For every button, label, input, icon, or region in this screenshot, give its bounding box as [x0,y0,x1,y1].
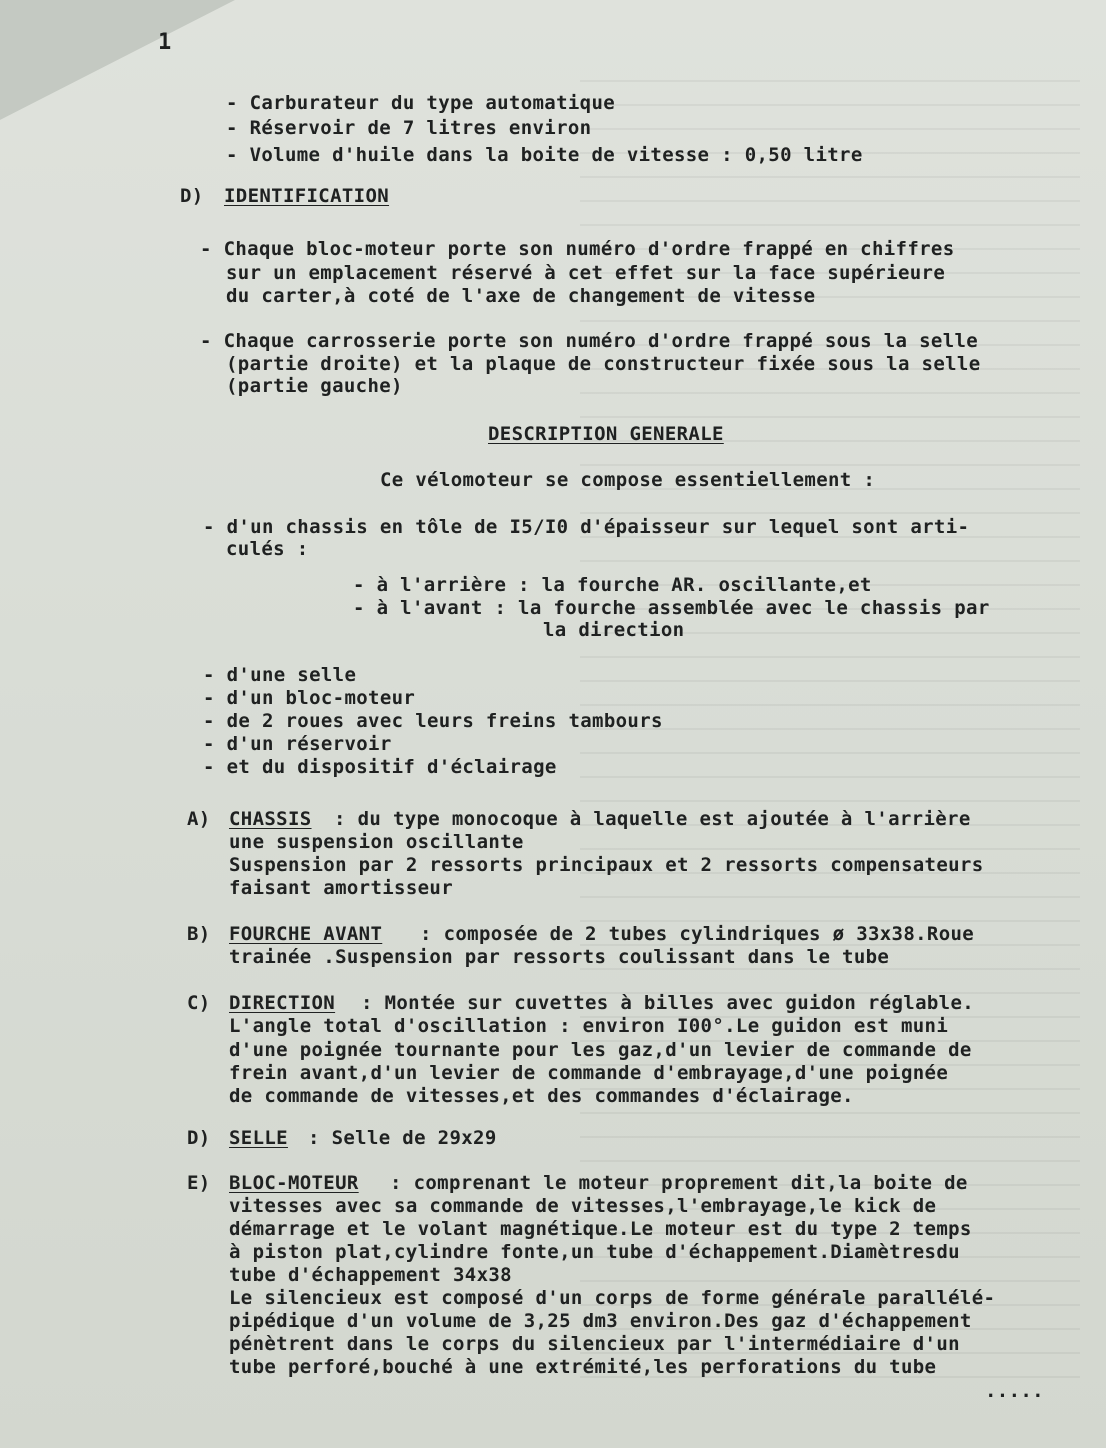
component-item: - et du dispositif d'éclairage [203,756,557,778]
section-letter: E) [187,1172,211,1194]
text-line: : Montée sur cuvettes à billes avec guidon réglable. [361,992,975,1014]
text-line: (partie droite) et la plaque de constructeur fixée sous la selle [226,353,981,375]
section-letter: D) [187,1127,211,1149]
text-line: d'une poignée tournante pour les gaz,d'un levier de commande de [229,1039,972,1061]
spec-line: - Volume d'huile dans la boite de vitesse : 0,50 litre [226,144,863,166]
section-letter: C) [187,992,211,1014]
text-line: de commande de vitesses,et des commandes d'éclairage. [229,1085,854,1107]
section-heading-identification: IDENTIFICATION [224,185,390,207]
spec-line: - Carburateur du type automatique [226,92,616,114]
text-line: : comprenant le moteur proprement dit,la boite de [390,1172,968,1194]
description-heading: DESCRIPTION GENERALE [488,423,724,445]
component-item: - d'un réservoir [203,733,392,755]
description-intro: Ce vélomoteur se compose essentiellement : [380,469,876,491]
text-line: frein avant,d'un levier de commande d'embrayage,d'une poignée [229,1062,949,1084]
text-line: Suspension par 2 ressorts principaux et 2 ressorts compensateurs [229,854,984,876]
text-line: : du type monocoque à laquelle est ajoutée à l'arrière [334,808,971,830]
text-line: tube d'échappement 34x38 [229,1264,512,1286]
section-heading-direction: DIRECTION [229,992,336,1014]
continuation-dots: ..... [985,1380,1044,1402]
text-line: démarrage et le volant magnétique.Le moteur est du type 2 temps [229,1218,972,1240]
text-line: (partie gauche) [226,375,403,397]
section-letter: B) [187,923,211,945]
text-line: - d'un chassis en tôle de I5/I0 d'épaisseur sur lequel sont arti- [203,516,970,538]
section-heading-chassis: CHASSIS [229,808,312,830]
text-line: tube perforé,bouché à une extrémité,les perforations du tube [229,1356,937,1378]
text-line: - Chaque bloc-moteur porte son numéro d'ordre frappé en chiffres [200,238,955,260]
component-item: - de 2 roues avec leurs freins tambours [203,710,663,732]
text-line: sur un emplacement réservé à cet effet sur la face supérieure [226,262,946,284]
sub-item: la direction [543,619,685,641]
section-heading-bloc-moteur: BLOC-MOTEUR [229,1172,359,1194]
text-line: pénètrent dans le corps du silencieux par l'intermédiaire d'un [229,1333,960,1355]
text-line: à piston plat,cylindre fonte,un tube d'échappement.Diamètresdu [229,1241,960,1263]
text-line: trainée .Suspension par ressorts coulissant dans le tube [229,946,890,968]
text-line: culés : [226,538,309,560]
text-line: faisant amortisseur [229,877,453,899]
page-mark: 1 [158,30,172,55]
text-line: L'angle total d'oscillation : environ I00°.Le guidon est muni [229,1015,949,1037]
section-letter: D) [180,185,204,207]
section-heading-selle: SELLE [229,1127,288,1149]
text-line: : Selle de 29x29 [308,1127,497,1149]
text-line: du carter,à coté de l'axe de changement de vitesse [226,285,816,307]
spec-line: - Réservoir de 7 litres environ [226,117,592,139]
component-item: - d'une selle [203,664,357,686]
text-line: vitesses avec sa commande de vitesses,l'embrayage,le kick de [229,1195,937,1217]
sub-item: - à l'avant : la fourche assemblée avec le chassis par [353,597,990,619]
sub-item: - à l'arrière : la fourche AR. oscillante,et [353,574,872,596]
text-line: une suspension oscillante [229,831,524,853]
section-letter: A) [187,808,211,830]
text-line: : composée de 2 tubes cylindriques ø 33x38.Roue [420,923,975,945]
component-item: - d'un bloc-moteur [203,687,416,709]
text-line: pipédique d'un volume de 3,25 dm3 environ.Des gaz d'échappement [229,1310,972,1332]
section-heading-fourche: FOURCHE AVANT [229,923,383,945]
text-line: Le silencieux est composé d'un corps de forme générale parallélé- [229,1287,996,1309]
text-line: - Chaque carrosserie porte son numéro d'ordre frappé sous la selle [200,330,979,352]
